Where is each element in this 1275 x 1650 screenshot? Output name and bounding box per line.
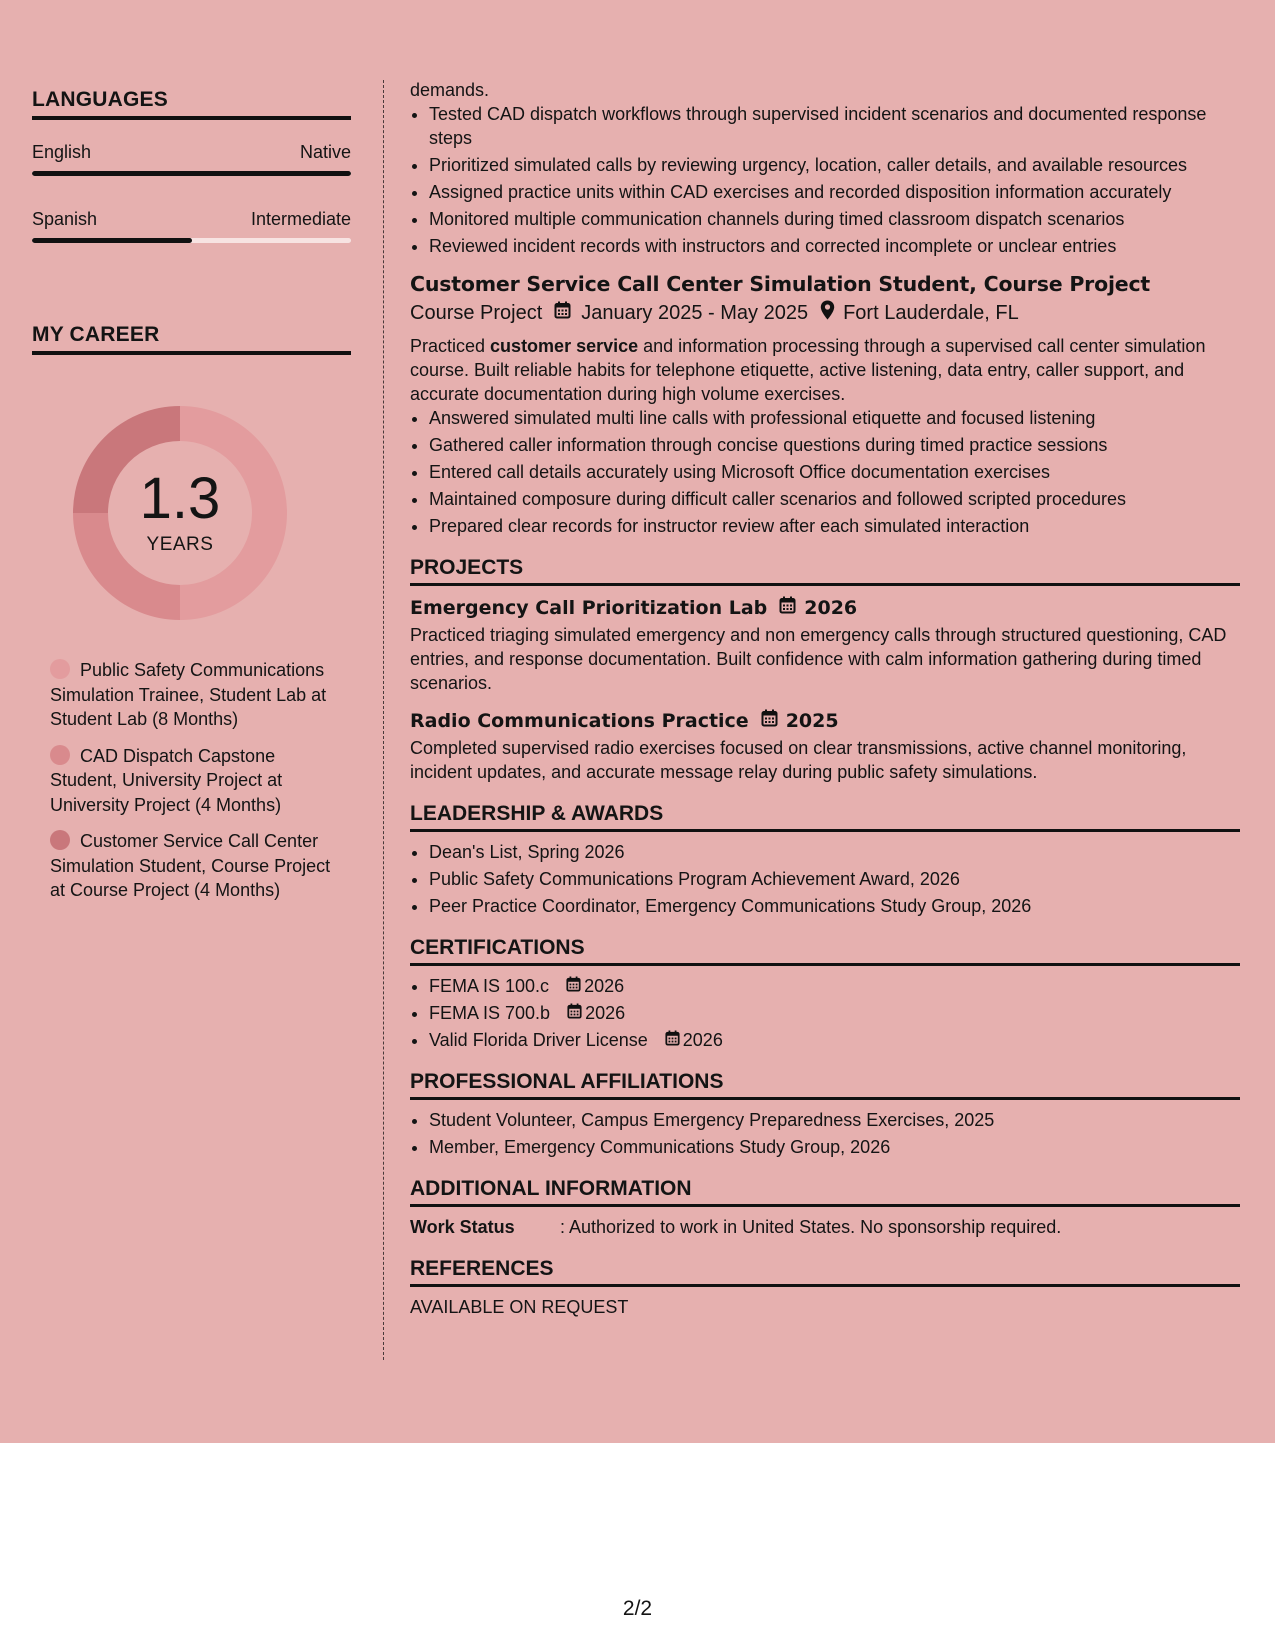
job-bullet: • Prepared clear records for instructor review after each simulated interaction — [429, 514, 1240, 538]
career-heading: MY CAREER — [32, 323, 351, 355]
page-number: 2/2 — [622, 1597, 653, 1620]
affiliations-heading: PROFESSIONAL AFFILIATIONS — [410, 1070, 1240, 1100]
experience-bullet: • Reviewed incident records with instructors and corrected incomplete or unclear entries — [429, 234, 1240, 258]
awards-list — [410, 840, 1240, 918]
project-year: 2026 — [804, 596, 858, 619]
language-proficiency-bar — [32, 171, 351, 176]
job-bullet: • Gathered caller information through concise questions during timed practice sessions — [429, 433, 1240, 457]
certification-year: 2026 — [585, 1003, 626, 1023]
job-location: Fort Lauderdale, FL — [843, 301, 1019, 324]
experience-bullet: • Prioritized simulated calls by reviewing urgency, location, caller details, and available resources — [429, 153, 1240, 177]
legend-dot-icon — [50, 745, 70, 765]
job-dates: January 2025 - May 2025 — [581, 301, 809, 324]
language-proficiency-fill — [32, 171, 351, 176]
language-name: English — [32, 142, 92, 162]
job-meta — [410, 300, 1240, 326]
references-text: AVAILABLE ON REQUEST — [410, 1297, 629, 1317]
award-item: • Public Safety Communications Program Achievement Award, 2026 — [429, 867, 1240, 891]
affiliation-item: • Member, Emergency Communications Study Group, 2026 — [429, 1135, 1240, 1159]
language-name: Spanish — [32, 209, 98, 229]
career-legend-label: Customer Service Call Center Simulation Student, Course Project at Course Project (4 Months) — [50, 831, 331, 900]
career-total-value: 1.3 — [139, 466, 221, 531]
award-item: • Dean's List, Spring 2026 — [429, 840, 1240, 864]
job-bullet: • Entered call details accurately using Microsoft Office documentation exercises — [429, 460, 1240, 484]
calendar-icon — [761, 709, 778, 732]
certification-year: 2026 — [584, 976, 625, 996]
projects-heading: PROJECTS — [410, 556, 1240, 586]
project-title: Emergency Call Prioritization Lab — [410, 596, 768, 619]
certification-item — [429, 1001, 1240, 1025]
career-donut-chart — [65, 398, 295, 628]
project-item — [410, 709, 1240, 784]
certifications-heading: CERTIFICATIONS — [410, 936, 1240, 966]
project-title: Radio Communications Practice — [410, 709, 749, 732]
experience-bullet: • Assigned practice units within CAD exercises and recorded disposition information accurately — [429, 180, 1240, 204]
career-legend-label: CAD Dispatch Capstone Student, University Project at University Project (4 Months) — [50, 745, 283, 815]
work-status-row — [410, 1215, 1240, 1239]
column-divider — [383, 80, 384, 1360]
certification-year: 2026 — [682, 1030, 723, 1050]
main-column — [410, 78, 1240, 1319]
language-level: Intermediate — [250, 209, 351, 229]
job-bullet: • Maintained composure during difficult caller scenarios and followed scripted procedures — [429, 487, 1240, 511]
job-title: Customer Service Call Center Simulation Student, Course Project — [410, 272, 1151, 296]
experience-bullets — [410, 102, 1240, 258]
legend-dot-icon — [50, 830, 70, 850]
job-bullet: • Answered simulated multi line calls with professional etiquette and focused listening — [429, 406, 1240, 430]
calendar-icon — [554, 301, 571, 325]
legend-dot-icon — [50, 659, 70, 679]
career-total-unit: YEARS — [146, 534, 214, 555]
career-legend-item — [50, 658, 340, 732]
calendar-icon — [567, 1001, 582, 1025]
project-year: 2025 — [785, 709, 839, 732]
project-description: Completed supervised radio exercises focused on clear transmissions, active channel monitoring, incident updates, and accurate message relay during public safety simulations. — [410, 738, 1187, 782]
certifications-list — [410, 974, 1240, 1052]
calendar-icon — [779, 596, 796, 619]
calendar-icon — [665, 1028, 680, 1052]
project-item — [410, 596, 1240, 695]
language-proficiency-fill — [32, 238, 192, 243]
work-status-value: : Authorized to work in United States. No sponsorship required. — [560, 1217, 1062, 1237]
language-item — [32, 209, 351, 243]
job-summary-keyword: customer service — [490, 336, 639, 356]
calendar-icon — [566, 974, 581, 998]
experience-continued-text: demands. — [410, 80, 490, 100]
affiliation-item: • Student Volunteer, Campus Emergency Preparedness Exercises, 2025 — [429, 1108, 1240, 1132]
career-legend-item — [50, 829, 340, 903]
work-status-label: Work Status — [410, 1217, 515, 1237]
language-level: Native — [299, 142, 351, 162]
career-total — [65, 466, 295, 556]
job-bullets — [410, 406, 1240, 538]
affiliations-list — [410, 1108, 1240, 1159]
certification-item — [429, 974, 1240, 998]
additional-info-heading: ADDITIONAL INFORMATION — [410, 1177, 1240, 1207]
career-legend — [50, 658, 340, 903]
experience-bullet: • Tested CAD dispatch workflows through supervised incident scenarios and documented response steps — [429, 102, 1240, 150]
references-heading: REFERENCES — [410, 1257, 1240, 1287]
certification-item — [429, 1028, 1240, 1052]
sidebar — [32, 88, 351, 915]
career-legend-item — [50, 744, 340, 818]
awards-heading: LEADERSHIP & AWARDS — [410, 802, 1240, 832]
certification-name: FEMA IS 100.c — [429, 976, 550, 996]
location-pin-icon — [820, 300, 835, 326]
certification-name: FEMA IS 700.b — [429, 1003, 551, 1023]
job-summary — [410, 334, 1240, 406]
experience-bullet: • Monitored multiple communication channels during timed classroom dispatch scenarios — [429, 207, 1240, 231]
language-proficiency-bar — [32, 238, 351, 243]
job-company: Course Project — [410, 301, 543, 324]
award-item: • Peer Practice Coordinator, Emergency Communications Study Group, 2026 — [429, 894, 1240, 918]
career-legend-label: Public Safety Communications Simulation Trainee, Student Lab at Student Lab (8 Months) — [50, 660, 327, 729]
certification-name: Valid Florida Driver License — [429, 1030, 648, 1050]
languages-heading: LANGUAGES — [32, 88, 351, 120]
project-description: Practiced triaging simulated emergency and non emergency calls through structured questioning, CAD entries, and response documentation. Built confidence with calm information gathering during timed scenarios. — [410, 625, 1227, 693]
job-summary-text: Practiced — [410, 336, 491, 356]
job-summary-text: and information processing through a supervised call center simulation course. Built reliable habits for telephone etiquette, active listening, data entry, caller support, and accurate documentation during high volume exercises. — [410, 336, 1206, 404]
language-item — [32, 142, 351, 176]
